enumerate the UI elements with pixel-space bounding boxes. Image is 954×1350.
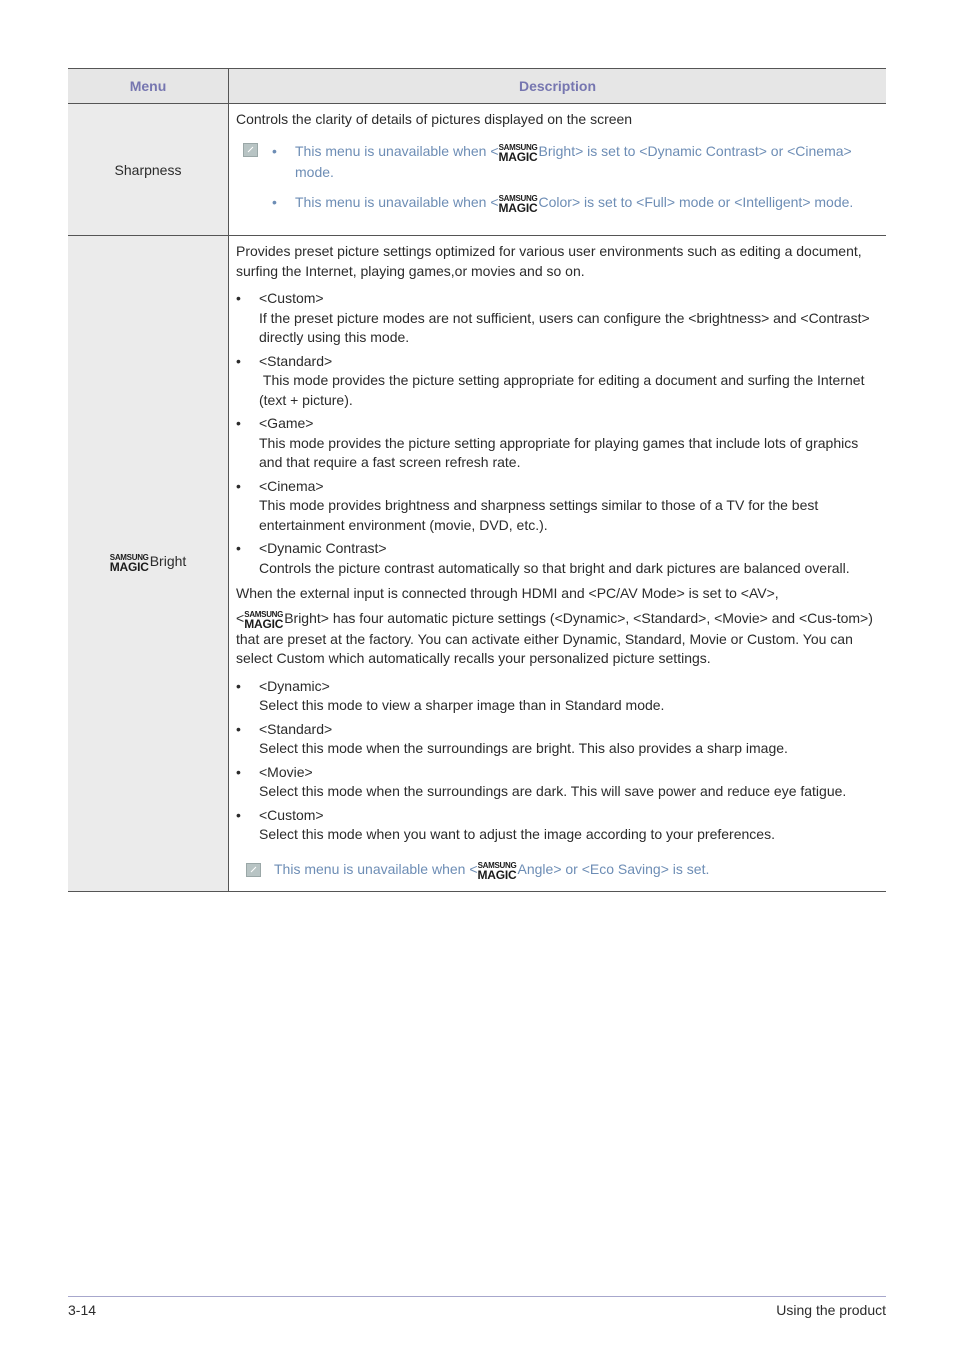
list-item: • This menu is unavailable when < SAMSUNG MAGIC Bright> is set to <Dynamic Contrast> or <Cinema> mode.: [272, 142, 878, 183]
settings-table: [68, 68, 886, 892]
list-item: • <Cinema> This mode provides brightness and sharpness settings similar to those of a TV for the best entertainment environment (movie, DVD, etc.).: [236, 477, 878, 536]
note-pencil-icon: [246, 863, 261, 877]
samsung-magic-logo-icon: SAMSUNG MAGIC: [498, 142, 538, 164]
desc-cell-magic-bright: [229, 236, 887, 892]
list-item: • <Dynamic Contrast> Controls the picture contrast automatically so that bright and dark pictures are balanced overall.: [236, 539, 878, 578]
list-item: • <Dynamic> Select this mode to view a sharper image than in Standard mode.: [236, 677, 878, 716]
bright-note: This menu is unavailable when < SAMSUNG MAGIC Angle> or <Eco Saving> is set.: [236, 860, 878, 881]
bright-mode-list: [236, 289, 878, 578]
description-column-header: Description: [229, 69, 887, 104]
list-item: • This menu is unavailable when < SAMSUNG MAGIC Color> is set to <Full> mode or <Intelligent> mode.: [272, 193, 878, 214]
table-row-sharpness: [68, 104, 886, 236]
table-header-row: [68, 69, 886, 104]
list-item: • <Custom> Select this mode when you want to adjust the image according to your preferences.: [236, 806, 878, 845]
menu-cell-sharpness: [68, 104, 229, 236]
list-item: • <Game> This mode provides the picture setting appropriate for playing games that include lots of graphics and that require a fast screen refresh rate.: [236, 414, 878, 473]
hdmi-note-line2: < SAMSUNG MAGIC Bright> has four automatic picture settings (<Dynamic>, <Standard>, <Movie> and <Cus-tom>) that are preset at the factory. You can activate either Dynamic, Standard, Movie or Custom. You can select Custom which automatically recalls your personalized picture settings.: [236, 609, 873, 666]
section-title: Using the product: [776, 1302, 886, 1318]
samsung-magic-logo-icon: SAMSUNG MAGIC: [109, 553, 149, 575]
list-item: • <Standard> This mode provides the picture setting appropriate for editing a document and surfing the Internet (text + picture).: [236, 352, 878, 411]
sharpness-note-list: [272, 142, 878, 226]
list-item: • <Movie> Select this mode when the surroundings are dark. This will save power and reduce eye fatigue.: [236, 763, 878, 802]
menu-column-header: Menu: [68, 69, 229, 104]
samsung-magic-logo-icon: SAMSUNG MAGIC: [244, 609, 284, 631]
samsung-magic-logo-icon: SAMSUNG MAGIC: [498, 194, 538, 215]
menu-label-bright: Bright: [149, 553, 187, 570]
bright-intro: Provides preset picture settings optimized for various user environments such as editing a document, surfing the Internet, playing games,or movies and so on.: [236, 243, 862, 279]
sharpness-note-block: [236, 142, 878, 226]
sharpness-intro: Controls the clarity of details of pictures displayed on the screen: [236, 111, 633, 127]
page-number: 3-14: [68, 1302, 97, 1318]
note-pencil-icon: [243, 143, 258, 157]
hdmi-note-line1: When the external input is connected through HDMI and <PC/AV Mode> is set to <AV>,: [236, 585, 779, 601]
bright-auto-mode-list: [236, 677, 878, 845]
page-footer: [68, 1296, 886, 1318]
samsung-magic-logo-icon: SAMSUNG MAGIC: [477, 860, 517, 882]
menu-label-sharpness: Sharpness: [114, 161, 182, 178]
list-item: • <Standard> Select this mode when the surroundings are bright. This also provides a sharp image.: [236, 720, 878, 759]
table-row-magic-bright: [68, 236, 886, 892]
menu-cell-magic-bright: [68, 236, 229, 892]
desc-cell-sharpness: [229, 104, 887, 236]
list-item: • <Custom> If the preset picture modes are not sufficient, users can configure the <brightness> and <Contrast> directly using this mode.: [236, 289, 878, 348]
